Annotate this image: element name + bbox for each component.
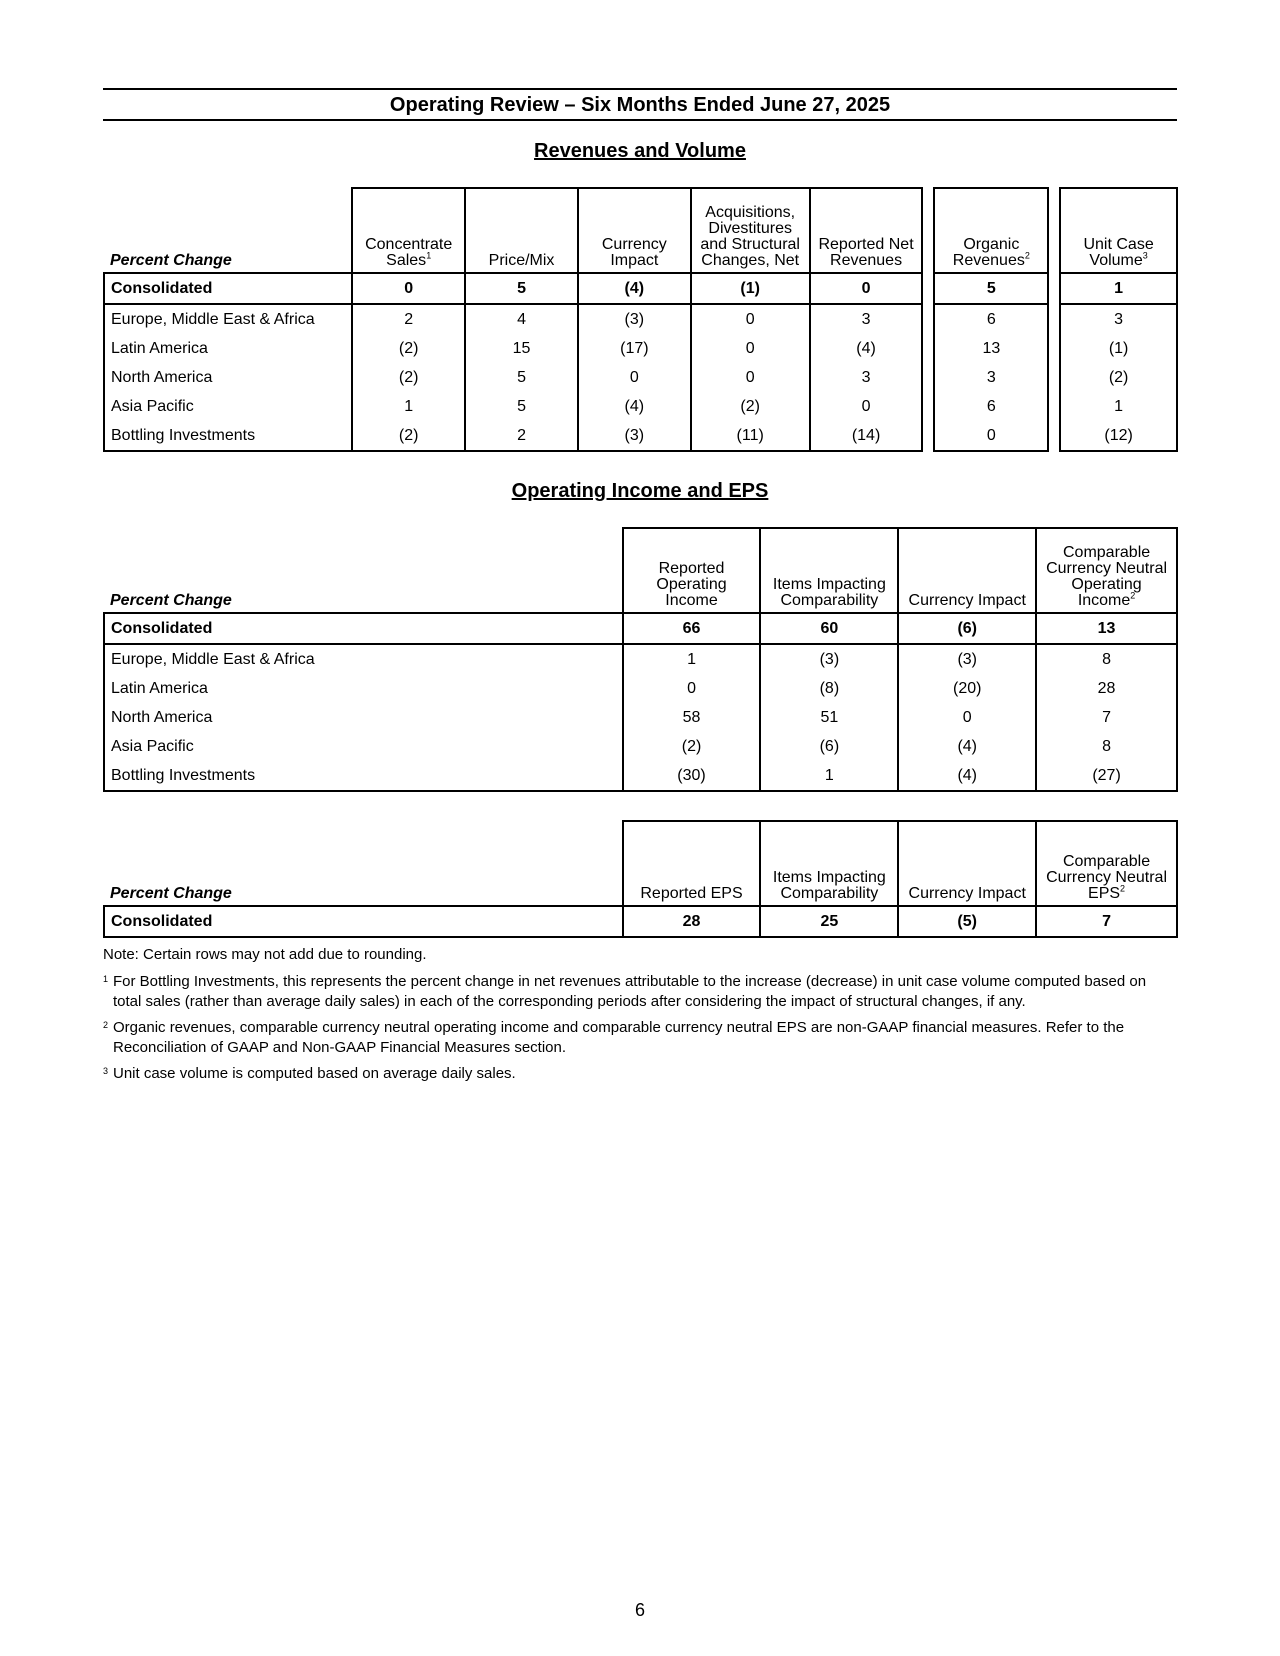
- table-cell: 1: [352, 392, 465, 421]
- table-cell: 0: [898, 703, 1036, 732]
- column-gap: [1048, 363, 1060, 392]
- column-header: [1036, 821, 1177, 906]
- column-header: [1060, 188, 1177, 273]
- table-cell: (2): [1060, 363, 1177, 392]
- table-cell: 0: [934, 421, 1048, 451]
- column-header: [1036, 528, 1177, 613]
- column-header-footnote-mark: 1: [426, 250, 432, 261]
- table-cell: (4): [810, 334, 923, 363]
- table-cell: (5): [898, 906, 1036, 937]
- column-header-label: Reported Operating Income: [656, 560, 727, 609]
- table-cell: 8: [1036, 732, 1177, 761]
- row-label: Latin America: [104, 334, 352, 363]
- column-header-footnote-mark: 2: [1120, 883, 1126, 894]
- table-row: [104, 363, 1177, 392]
- column-header: [810, 188, 923, 273]
- table-cell: 15: [465, 334, 578, 363]
- column-header: [465, 188, 578, 273]
- column-header-footnote-mark: 2: [1130, 590, 1136, 601]
- operating-section-title: Operating Income and EPS: [511, 480, 769, 502]
- table-row: [104, 421, 1177, 451]
- column-header: [898, 821, 1036, 906]
- footnote-3-mark: 3: [103, 1066, 109, 1076]
- table-row: [104, 334, 1177, 363]
- column-gap: [1048, 273, 1060, 304]
- table-cell: 6: [934, 392, 1048, 421]
- footnote-2: [103, 1018, 1177, 1058]
- column-header: [691, 188, 810, 273]
- table-cell: (27): [1036, 761, 1177, 791]
- column-header-label: Currency Impact: [908, 592, 1026, 609]
- table-cell: 0: [691, 304, 810, 334]
- footnote-2-text: Organic revenues, comparable currency neutral operating income and comparable currency neutral EPS are non-GAAP financial measures. Refer to the Reconciliation of GAAP and Non-GAAP Financial Measures section.: [113, 1019, 1125, 1056]
- table-cell: (2): [691, 392, 810, 421]
- table-cell: 13: [934, 334, 1048, 363]
- row-header-label: Percent Change: [104, 528, 623, 613]
- row-header-label: Percent Change: [104, 821, 623, 906]
- table-cell: 0: [691, 334, 810, 363]
- table-cell: 51: [760, 703, 898, 732]
- column-gap: [922, 304, 934, 334]
- table-cell: 6: [934, 304, 1048, 334]
- table-cell: 25: [760, 906, 898, 937]
- header-row: [104, 821, 1177, 906]
- revenues-section-title: Revenues and Volume: [534, 140, 746, 162]
- table-cell: (1): [1060, 334, 1177, 363]
- eps-table: [103, 820, 1178, 938]
- table-cell: 60: [760, 613, 898, 644]
- footnote-2-mark: 2: [103, 1020, 109, 1030]
- table-cell: (3): [760, 644, 898, 674]
- footnote-1-mark: 1: [103, 974, 109, 984]
- column-header-label: Reported Net Revenues: [818, 236, 914, 269]
- row-label: Asia Pacific: [104, 392, 352, 421]
- table-cell: 2: [465, 421, 578, 451]
- row-label: Asia Pacific: [104, 732, 623, 761]
- table-cell: (2): [623, 732, 761, 761]
- table-cell: 0: [352, 273, 465, 304]
- table-row: [104, 906, 1177, 937]
- table-cell: (2): [352, 363, 465, 392]
- table-cell: 0: [810, 273, 923, 304]
- table-cell: (8): [760, 674, 898, 703]
- row-label: Consolidated: [104, 906, 623, 937]
- table-cell: 8: [1036, 644, 1177, 674]
- table-cell: (30): [623, 761, 761, 791]
- column-header: [760, 528, 898, 613]
- revenues-table: [103, 187, 1178, 452]
- table-row: [104, 732, 1177, 761]
- table-cell: 1: [1060, 392, 1177, 421]
- table-cell: 3: [1060, 304, 1177, 334]
- table-row: [104, 304, 1177, 334]
- column-header-label: Comparable Currency Neutral EPS: [1046, 853, 1168, 902]
- header-row: [104, 188, 1177, 273]
- column-header-label: Currency Impact: [601, 236, 667, 269]
- column-header-label: Organic Revenues: [952, 236, 1025, 269]
- row-label: Consolidated: [104, 273, 352, 304]
- table-cell: (4): [898, 761, 1036, 791]
- column-gap: [1048, 421, 1060, 451]
- table-cell: (4): [898, 732, 1036, 761]
- table-cell: (6): [760, 732, 898, 761]
- column-header: [623, 821, 761, 906]
- column-gap: [922, 273, 934, 304]
- row-label: North America: [104, 703, 623, 732]
- rounding-note: Note: Certain rows may not add due to rounding.: [103, 946, 427, 963]
- row-header-label: Percent Change: [104, 188, 352, 273]
- column-header-label: Unit Case Volume: [1083, 236, 1154, 269]
- table-cell: 3: [934, 363, 1048, 392]
- table-row: [104, 644, 1177, 674]
- table-cell: 28: [1036, 674, 1177, 703]
- header-rule-bottom: [103, 119, 1177, 121]
- table-cell: 1: [1060, 273, 1177, 304]
- column-header: [898, 528, 1036, 613]
- page-number: 6: [634, 1600, 645, 1620]
- column-header: [352, 188, 465, 273]
- table-row: [104, 674, 1177, 703]
- table-cell: 7: [1036, 906, 1177, 937]
- table-cell: (3): [578, 304, 691, 334]
- table-row: [104, 273, 1177, 304]
- table-row: [104, 761, 1177, 791]
- column-header: [578, 188, 691, 273]
- table-cell: (17): [578, 334, 691, 363]
- column-gap: [922, 392, 934, 421]
- table-cell: 5: [465, 273, 578, 304]
- row-label: Bottling Investments: [104, 761, 623, 791]
- column-header-footnote-mark: 2: [1024, 250, 1030, 261]
- table-cell: (3): [578, 421, 691, 451]
- row-label: Bottling Investments: [104, 421, 352, 451]
- table-row: [104, 392, 1177, 421]
- footnote-1: [103, 972, 1177, 1012]
- column-gap: [1048, 392, 1060, 421]
- column-header-label: Currency Impact: [908, 885, 1026, 902]
- column-header: [934, 188, 1048, 273]
- operating-income-table: [103, 527, 1178, 792]
- table-row: [104, 703, 1177, 732]
- footnote-3-text: Unit case volume is computed based on average daily sales.: [113, 1065, 516, 1082]
- footnote-1-text: For Bottling Investments, this represents the percent change in net revenues attributable to the increase (decrease) in unit case volume computed based on total sales (rather than average daily sales) in each of the corresponding periods after considering the impact of structural changes, if any.: [113, 973, 1147, 1010]
- table-cell: (2): [352, 421, 465, 451]
- column-gap: [922, 334, 934, 363]
- table-cell: 5: [465, 363, 578, 392]
- table-cell: (2): [352, 334, 465, 363]
- table-cell: 1: [760, 761, 898, 791]
- column-header-label: Comparable Currency Neutral Operating Income: [1046, 544, 1168, 609]
- table-cell: 66: [623, 613, 761, 644]
- column-header-label: Acquisitions, Divestitures and Structural Changes, Net: [700, 204, 800, 269]
- column-gap: [1048, 304, 1060, 334]
- column-gap: [1048, 334, 1060, 363]
- table-cell: 1: [623, 644, 761, 674]
- column-header-footnote-mark: 3: [1142, 250, 1148, 261]
- table-row: [104, 613, 1177, 644]
- column-header: [623, 528, 761, 613]
- table-cell: 7: [1036, 703, 1177, 732]
- footnote-3: [103, 1064, 1177, 1084]
- row-label: Europe, Middle East & Africa: [104, 644, 623, 674]
- table-cell: 4: [465, 304, 578, 334]
- table-cell: 3: [810, 304, 923, 334]
- table-cell: (14): [810, 421, 923, 451]
- column-header: [760, 821, 898, 906]
- table-cell: 2: [352, 304, 465, 334]
- row-label: Europe, Middle East & Africa: [104, 304, 352, 334]
- header-rule-top: [103, 88, 1177, 90]
- table-cell: (1): [691, 273, 810, 304]
- column-header-label: Concentrate Sales: [365, 236, 453, 269]
- header-row: [104, 528, 1177, 613]
- table-cell: 0: [623, 674, 761, 703]
- table-cell: (4): [578, 273, 691, 304]
- table-cell: (20): [898, 674, 1036, 703]
- table-cell: 13: [1036, 613, 1177, 644]
- table-cell: 3: [810, 363, 923, 392]
- table-cell: (3): [898, 644, 1036, 674]
- column-header-label: Items Impacting Comparability: [772, 576, 886, 609]
- table-cell: 0: [810, 392, 923, 421]
- row-label: Latin America: [104, 674, 623, 703]
- table-cell: (12): [1060, 421, 1177, 451]
- column-header-label: Items Impacting Comparability: [772, 869, 886, 902]
- table-cell: (6): [898, 613, 1036, 644]
- page-title: Operating Review – Six Months Ended June 27, 2025: [389, 94, 891, 116]
- column-gap: [922, 421, 934, 451]
- column-header-label: Reported EPS: [640, 885, 743, 902]
- table-cell: 0: [578, 363, 691, 392]
- table-cell: (4): [578, 392, 691, 421]
- table-cell: 5: [465, 392, 578, 421]
- column-gap: [922, 363, 934, 392]
- row-label: North America: [104, 363, 352, 392]
- column-gap: [922, 188, 934, 273]
- column-header-label: Price/Mix: [488, 252, 555, 269]
- footnotes: [103, 945, 1177, 1090]
- table-cell: 0: [691, 363, 810, 392]
- table-cell: 5: [934, 273, 1048, 304]
- table-cell: (11): [691, 421, 810, 451]
- table-cell: 58: [623, 703, 761, 732]
- table-cell: 28: [623, 906, 761, 937]
- column-gap: [1048, 188, 1060, 273]
- row-label: Consolidated: [104, 613, 623, 644]
